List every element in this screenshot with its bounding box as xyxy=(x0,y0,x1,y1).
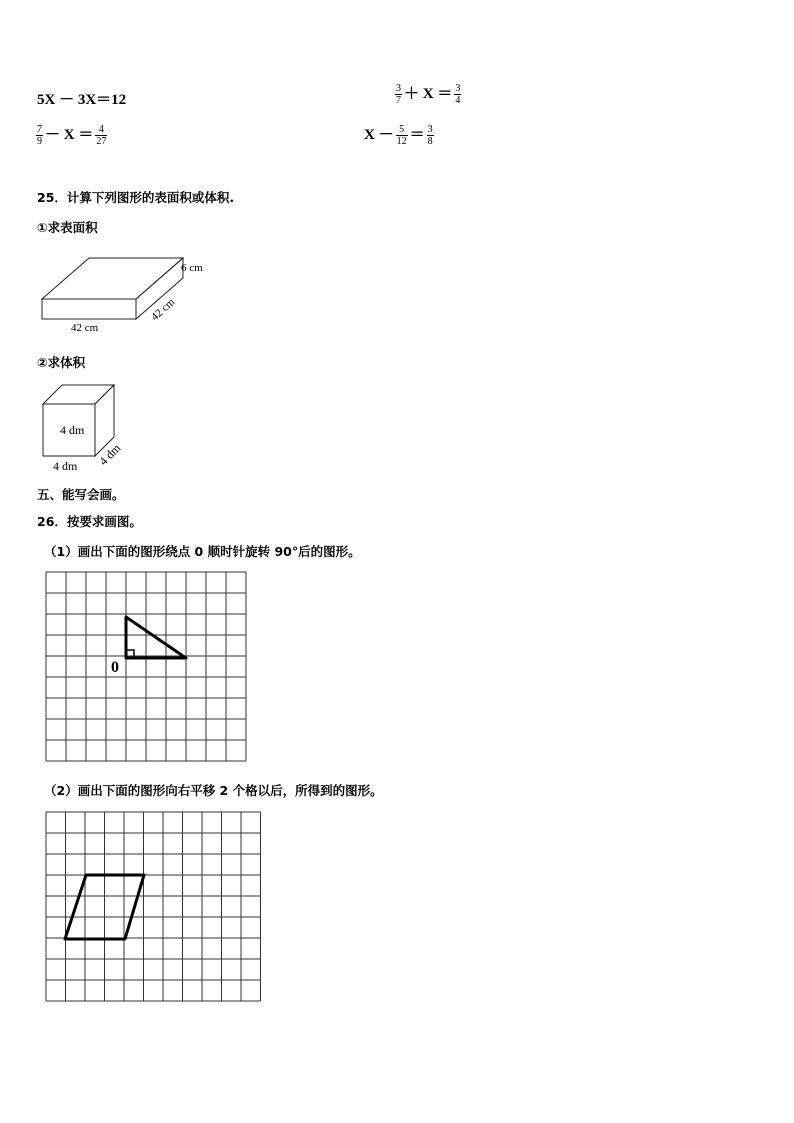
right-triangle xyxy=(126,617,186,658)
cuboid-front-face xyxy=(42,299,136,319)
rotation-grid xyxy=(44,570,250,766)
equation-2 xyxy=(393,82,463,106)
equation-1 xyxy=(37,88,126,109)
equation-3-operator: － X ＝ xyxy=(45,127,94,143)
grid-lines xyxy=(46,572,246,761)
equation-4-prefix: X － xyxy=(364,127,394,143)
q26-title: 26．按要求画图。 xyxy=(37,514,142,529)
equation-4 xyxy=(364,123,436,147)
fraction: $\frac{3}{8}$ xyxy=(427,124,433,148)
section-5-heading: 五、能写会画。 xyxy=(37,487,125,502)
q25-part1: ①求表面积 xyxy=(37,220,98,235)
equation-2-operator: ＋ X ＝ xyxy=(404,86,453,102)
equation-3 xyxy=(34,123,109,147)
cube-figure xyxy=(38,380,138,475)
cube-top-face xyxy=(43,385,114,404)
q26-part1: （1）画出下面的图形绕点 0 顺时针旋转 90°后的图形。 xyxy=(44,544,361,559)
q25-part2: ②求体积 xyxy=(37,355,86,370)
fraction: $\frac{4}{27}$ xyxy=(96,124,107,148)
cube-side-label: 4 dm xyxy=(96,441,124,469)
cuboid-height-label: 6 cm xyxy=(181,262,203,274)
q26-part2: （2）画出下面的图形向右平移 2 个格以后，所得到的图形。 xyxy=(44,783,383,798)
equation-1-text: 5X － 3X＝12 xyxy=(37,92,127,108)
q25-title: 25．计算下列图形的表面积或体积. xyxy=(37,190,235,205)
fraction: $\frac{7}{9}$ xyxy=(37,124,42,148)
cuboid-top-face xyxy=(42,258,183,299)
equation-4-operator: ＝ xyxy=(409,127,425,143)
grid-lines xyxy=(46,812,261,1001)
translation-grid xyxy=(44,810,262,1006)
cuboid-depth-label: 42 cm xyxy=(148,296,178,324)
cube-bottom-label: 4 dm xyxy=(53,459,78,473)
rotation-origin-label: 0 xyxy=(111,659,119,676)
cuboid-width-label: 42 cm xyxy=(71,322,99,334)
fraction: $\frac{5}{12}$ xyxy=(396,124,407,148)
fraction: $\frac{3}{4}$ xyxy=(455,83,461,107)
cuboid-figure xyxy=(38,252,213,334)
cube-front-label: 4 dm xyxy=(60,423,85,437)
fraction: $\frac{3}{7}$ xyxy=(396,83,401,107)
